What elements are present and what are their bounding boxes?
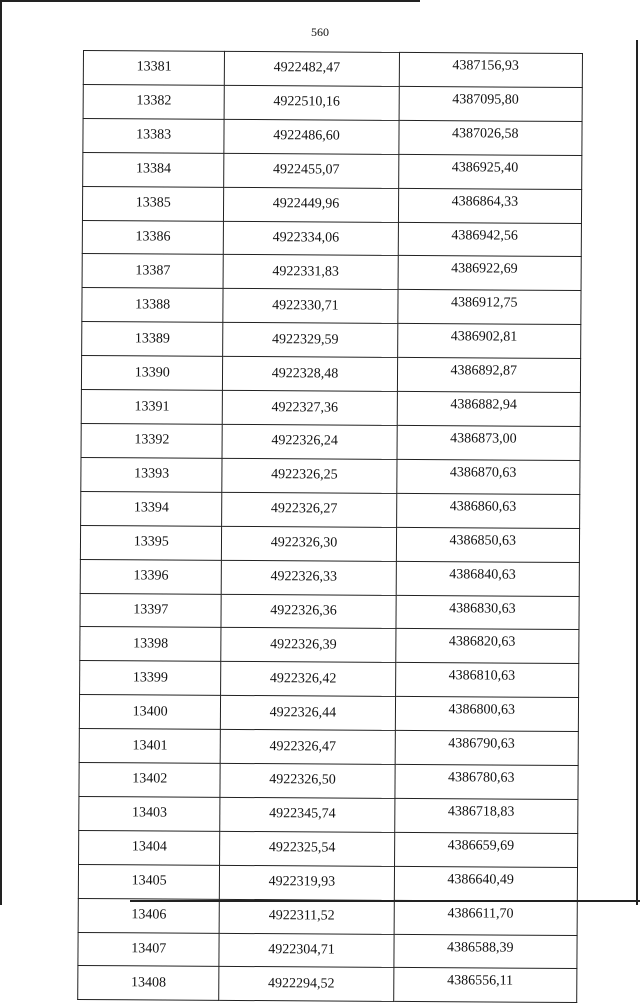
x-coordinate-cell: 4922510,16: [225, 85, 399, 120]
point-number-cell: 13407: [78, 932, 220, 967]
point-number-cell: 13398: [80, 627, 222, 662]
y-coordinate-cell: 4387026,58: [398, 120, 582, 155]
point-number-cell: 13390: [81, 356, 223, 391]
scan-edge-left: [0, 0, 2, 905]
table-row: [78, 966, 577, 1003]
y-coordinate-cell: 4386860,63: [396, 493, 580, 528]
y-coordinate-cell: 4386800,63: [395, 697, 579, 732]
point-number-cell: 13405: [78, 864, 220, 899]
y-coordinate-cell: 4386922,69: [398, 256, 582, 291]
table-row: [78, 864, 577, 901]
y-coordinate-cell: 4386882,94: [397, 391, 581, 426]
page-number: 560: [311, 25, 329, 39]
x-coordinate-cell: 4922326,30: [222, 526, 396, 561]
x-coordinate-cell: 4922331,83: [223, 255, 397, 290]
y-coordinate-cell: 4386830,63: [396, 595, 580, 630]
scan-edge-top: [0, 0, 420, 2]
x-coordinate-cell: 4922330,71: [223, 289, 397, 324]
table-row: [82, 220, 581, 257]
y-coordinate-cell: 4386790,63: [395, 731, 579, 766]
y-coordinate-cell: 4386780,63: [394, 764, 578, 799]
point-number-cell: 13387: [82, 254, 224, 289]
x-coordinate-cell: 4922326,27: [222, 492, 396, 527]
table-row: [83, 118, 582, 155]
y-coordinate-cell: 4386810,63: [395, 663, 579, 698]
table-row: [81, 390, 580, 427]
y-coordinate-cell: 4386902,81: [397, 324, 581, 359]
x-coordinate-cell: 4922345,74: [220, 797, 394, 832]
point-number-cell: 13388: [82, 288, 224, 323]
y-coordinate-cell: 4386820,63: [395, 629, 579, 664]
x-coordinate-cell: 4922449,96: [224, 187, 398, 222]
point-number-cell: 13384: [83, 152, 225, 187]
x-coordinate-cell: 4922326,33: [222, 560, 396, 595]
point-number-cell: 13383: [83, 118, 225, 153]
point-number-cell: 13391: [81, 390, 223, 425]
table-row: [78, 898, 577, 935]
table-row: [83, 152, 582, 189]
point-number-cell: 13394: [81, 491, 223, 526]
table-row: [81, 423, 580, 460]
point-number-cell: 13385: [82, 186, 224, 221]
table-row: [82, 254, 581, 291]
table-row: [82, 288, 581, 325]
point-number-cell: 13393: [81, 457, 223, 492]
x-coordinate-cell: 4922486,60: [224, 119, 398, 154]
table-row: [80, 661, 579, 698]
y-coordinate-cell: 4386659,69: [394, 832, 578, 867]
point-number-cell: 13396: [80, 559, 222, 594]
y-coordinate-cell: 4386873,00: [397, 425, 581, 460]
y-coordinate-cell: 4386840,63: [396, 561, 580, 596]
table-row: [80, 627, 579, 664]
coordinates-table-body: [78, 51, 583, 1003]
x-coordinate-cell: 4922325,54: [220, 831, 394, 866]
x-coordinate-cell: 4922319,93: [220, 865, 394, 900]
scan-edge-right: [636, 40, 638, 905]
table-row: [83, 84, 582, 121]
x-coordinate-cell: 4922329,59: [223, 323, 397, 358]
x-coordinate-cell: 4922334,06: [224, 221, 398, 256]
table-row: [82, 322, 581, 359]
x-coordinate-cell: 4922326,42: [221, 662, 395, 697]
point-number-cell: 13381: [83, 51, 225, 86]
point-number-cell: 13386: [82, 220, 224, 255]
table-row: [79, 729, 578, 766]
table-row: [81, 457, 580, 494]
point-number-cell: 13392: [81, 423, 223, 458]
point-number-cell: 13406: [78, 898, 220, 933]
x-coordinate-cell: 4922455,07: [224, 153, 398, 188]
table-row: [81, 356, 580, 393]
y-coordinate-cell: 4387095,80: [399, 86, 583, 121]
x-coordinate-cell: 4922304,71: [219, 933, 393, 968]
point-number-cell: 13404: [79, 830, 221, 865]
table-row: [79, 763, 578, 800]
point-number-cell: 13400: [79, 695, 221, 730]
y-coordinate-cell: 4386718,83: [394, 798, 578, 833]
point-number-cell: 13382: [83, 84, 225, 119]
y-coordinate-cell: 4386864,33: [398, 188, 582, 223]
x-coordinate-cell: 4922326,25: [222, 458, 396, 493]
x-coordinate-cell: 4922326,47: [221, 729, 395, 764]
x-coordinate-cell: 4922326,39: [221, 628, 395, 663]
point-number-cell: 13401: [79, 729, 221, 764]
point-number-cell: 13408: [78, 966, 220, 1001]
table-row: [83, 51, 582, 88]
y-coordinate-cell: 4387156,93: [399, 52, 583, 87]
table-row: [80, 559, 579, 596]
table-row: [79, 830, 578, 867]
table-row: [80, 525, 579, 562]
point-number-cell: 13403: [79, 796, 221, 831]
point-number-cell: 13389: [82, 322, 224, 357]
y-coordinate-cell: 4386925,40: [398, 154, 582, 189]
y-coordinate-cell: 4386892,87: [397, 358, 581, 393]
y-coordinate-cell: 4386640,49: [394, 866, 578, 901]
table-row: [78, 932, 577, 969]
x-coordinate-cell: 4922294,52: [219, 967, 393, 1002]
table-row: [82, 186, 581, 223]
point-number-cell: 13399: [80, 661, 222, 696]
x-coordinate-cell: 4922327,36: [223, 390, 397, 425]
point-number-cell: 13397: [80, 593, 222, 628]
y-coordinate-cell: 4386588,39: [393, 934, 577, 969]
x-coordinate-cell: 4922311,52: [220, 899, 394, 934]
x-coordinate-cell: 4922326,44: [221, 696, 395, 731]
point-number-cell: 13395: [80, 525, 222, 560]
x-coordinate-cell: 4922482,47: [225, 51, 399, 86]
x-coordinate-cell: 4922326,50: [220, 763, 394, 798]
x-coordinate-cell: 4922326,36: [221, 594, 395, 629]
point-number-cell: 13402: [79, 763, 221, 798]
table-row: [80, 593, 579, 630]
y-coordinate-cell: 4386942,56: [398, 222, 582, 257]
x-coordinate-cell: 4922326,24: [222, 424, 396, 459]
coordinates-table: [77, 50, 583, 1003]
y-coordinate-cell: 4386611,70: [394, 900, 578, 935]
y-coordinate-cell: 4386912,75: [397, 290, 581, 325]
x-coordinate-cell: 4922328,48: [223, 357, 397, 392]
y-coordinate-cell: 4386850,63: [396, 527, 580, 562]
table-row: [79, 796, 578, 833]
table-row: [79, 695, 578, 732]
y-coordinate-cell: 4386556,11: [393, 968, 577, 1003]
table-row: [81, 491, 580, 528]
y-coordinate-cell: 4386870,63: [396, 459, 580, 494]
